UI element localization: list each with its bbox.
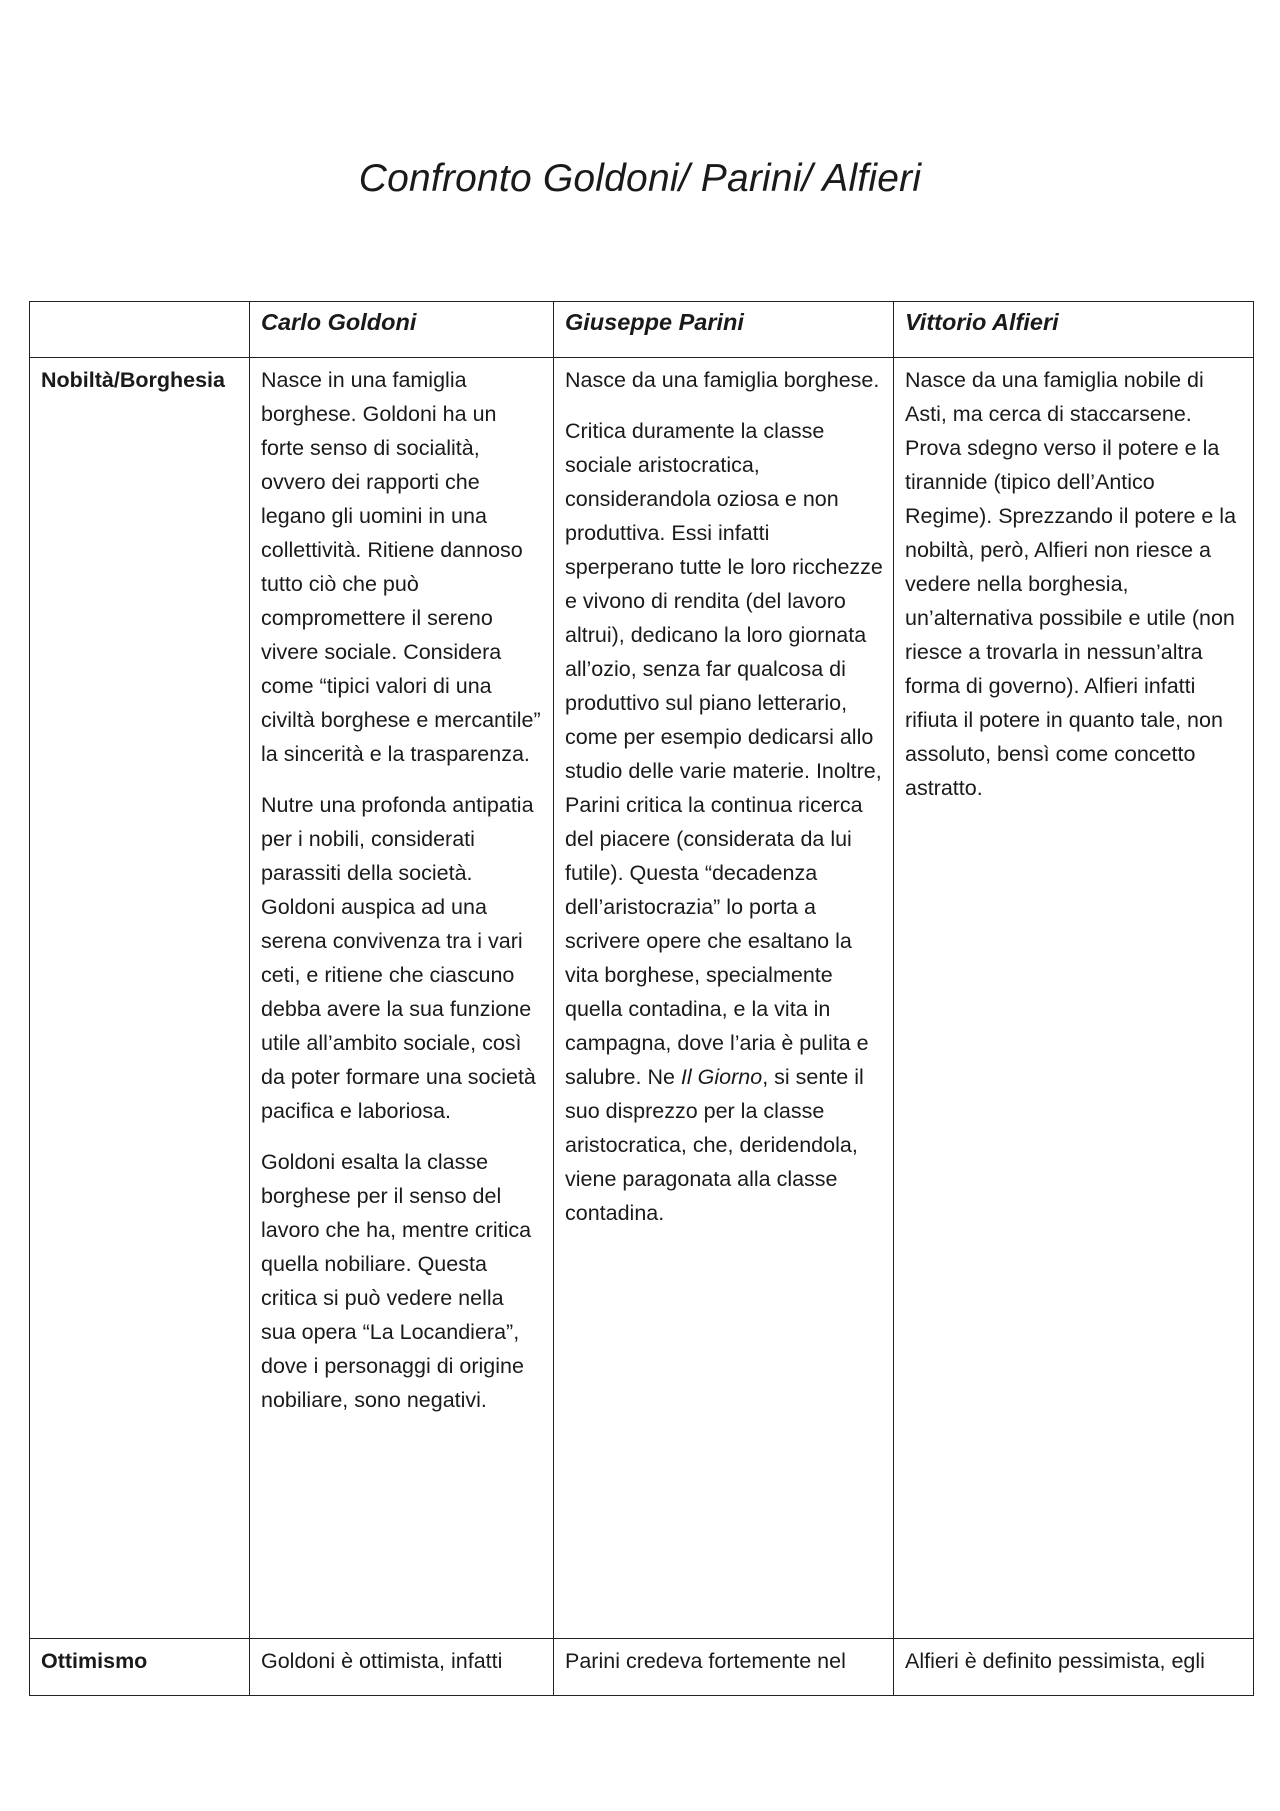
header-row [30,302,1254,358]
header-corner-cell [30,302,250,358]
alfieri-paragraph-1: Nasce da una famiglia nobile di Asti, ma cerca di staccarsene. Prova sdegno verso il potere e la tirannide (tipico dell’Antico Regime). Sprezzando il potere e la nobiltà, però, Alfieri non riesce a vedere nella borghesia, un’alternativa possibile e utile (non riesce a trovarla in nessun’altra forma di governo). Alfieri infatti rifiuta il potere in quanto tale, non assoluto, bensì come concetto astratto. [905,368,1237,800]
parini-paragraph-2-text-b: , si sente il suo disprezzo per la classe aristocratica, che, deridendola, viene paragonata alla classe contadina. [565,1065,864,1225]
parini-paragraph-2-text-a: Critica duramente la classe sociale aristocratica, considerandola oziosa e non produttiva. Essi infatti sperperano tutte le loro ricchezze e vivono di rendita (del lavoro altrui), dedicano la loro giornata all’ozio, senza far qualcosa di produttivo sul piano letterario, come per esempio dedicarsi allo studio delle varie materie. Inoltre, Parini critica la continua ricerca del piacere (considerata da lui futile). Questa “decadenza dell’aristocrazia” lo porta a scrivere opere che esaltano la vita borghese, specialmente quella contadina, e la vita in campagna, dove l’aria è pulita e salubre. Ne [565,419,883,1089]
work-title-il-giorno: Il Giorno [680,1065,763,1089]
table-row-nobilta-borghesia [30,358,1254,1639]
row-label-ottimismo: Ottimismo [30,1639,250,1696]
header-alfieri: Vittorio Alfieri [894,302,1254,358]
goldoni-paragraph-2: Nutre una profonda antipatia per i nobili, considerati parassiti della società. Goldoni auspica ad una serena convivenza tra i vari ceti, e ritiene che ciascuno debba avere la sua funzione utile all’ambito sociale, così da poter formare una società pacifica e laboriosa. [261,793,536,1123]
parini-paragraph-2 [565,414,883,1230]
row-label-nobilta-borghesia: Nobiltà/Borghesia [30,358,250,1639]
cell-goldoni-nobilta [250,358,554,1639]
header-parini: Giuseppe Parini [554,302,894,358]
cell-alfieri-ottimismo: Alfieri è definito pessimista, egli [894,1639,1254,1696]
cell-parini-nobilta [554,358,894,1639]
cell-alfieri-nobilta [894,358,1254,1639]
cell-parini-ottimismo: Parini credeva fortemente nel [554,1639,894,1696]
comparison-table [29,301,1254,1696]
cell-goldoni-ottimismo: Goldoni è ottimista, infatti [250,1639,554,1696]
header-goldoni: Carlo Goldoni [250,302,554,358]
parini-paragraph-1: Nasce da una famiglia borghese. [565,368,880,392]
page-title: Confronto Goldoni/ Parini/ Alfieri [358,157,922,200]
goldoni-paragraph-3: Goldoni esalta la classe borghese per il senso del lavoro che ha, mentre critica quella nobiliare. Questa critica si può vedere nella sua opera “La Locandiera”, dove i personaggi di origine nobiliare, sono negativi. [261,1150,532,1412]
goldoni-paragraph-1: Nasce in una famiglia borghese. Goldoni ha un forte senso di socialità, ovvero dei rapporti che legano gli uomini in una collettività. Ritiene dannoso tutto ciò che può compromettere il sereno vivere sociale. Considera come “tipici valori di una civiltà borghese e mercantile” la sincerità e la trasparenza. [261,368,541,766]
table-row-ottimismo [30,1639,1254,1696]
